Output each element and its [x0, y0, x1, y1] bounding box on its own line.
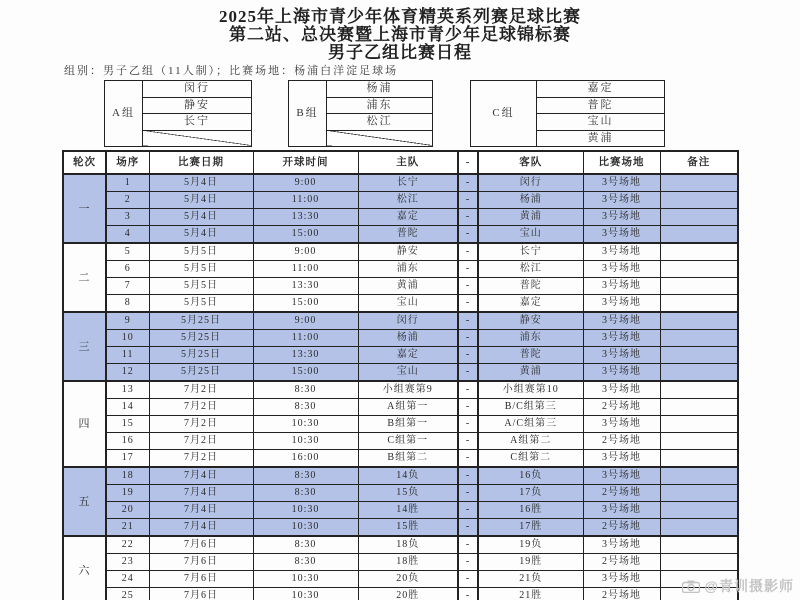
cell-away: 普陀: [478, 278, 583, 295]
group-team-name: 长宁: [143, 114, 252, 131]
cell-venue: 2号场地: [583, 554, 660, 571]
cell-venue: 3号场地: [583, 243, 660, 261]
cell-date: 5月5日: [149, 295, 253, 313]
schedule-row: [63, 347, 738, 364]
cell-vs: -: [458, 450, 478, 468]
column-header: 轮次: [63, 151, 106, 174]
cell-time: 11:00: [253, 330, 358, 347]
cell-venue: 2号场地: [583, 433, 660, 450]
cell-venue: 3号场地: [583, 295, 660, 313]
cell-vs: -: [458, 347, 478, 364]
cell-no: 5: [106, 243, 149, 261]
cell-away: 17胜: [478, 519, 583, 537]
group-team-name: 嘉定: [537, 81, 665, 98]
cell-away: 21负: [478, 571, 583, 588]
cell-no: 12: [106, 364, 149, 382]
cell-note: [660, 278, 738, 295]
group-table-2: [288, 80, 433, 147]
cell-home: 闵行: [358, 312, 458, 330]
group-team-name: 杨浦: [327, 81, 433, 98]
schedule-body: [63, 174, 738, 600]
cell-venue: 3号场地: [583, 536, 660, 554]
cell-time: 10:30: [253, 571, 358, 588]
group-table-3: [470, 80, 665, 147]
cell-note: [660, 312, 738, 330]
round-label: 六: [63, 536, 106, 600]
cell-venue: 2号场地: [583, 588, 660, 600]
cell-home: 18负: [358, 536, 458, 554]
cell-note: [660, 209, 738, 226]
cell-date: 7月2日: [149, 399, 253, 416]
cell-away: 嘉定: [478, 295, 583, 313]
cell-note: [660, 364, 738, 382]
cell-away: A/C组第三: [478, 416, 583, 433]
cell-home: 嘉定: [358, 209, 458, 226]
cell-date: 7月4日: [149, 467, 253, 485]
cell-venue: 3号场地: [583, 278, 660, 295]
cell-time: 13:30: [253, 347, 358, 364]
schedule-row: [63, 330, 738, 347]
cell-time: 13:30: [253, 278, 358, 295]
cell-away: 19负: [478, 536, 583, 554]
cell-away: 17负: [478, 485, 583, 502]
cell-vs: -: [458, 571, 478, 588]
cell-home: 杨浦: [358, 330, 458, 347]
column-header: 比赛场地: [583, 151, 660, 174]
page-subtitle: 第二站、总决赛暨上海市青少年足球锦标赛: [229, 25, 571, 44]
cell-date: 7月4日: [149, 502, 253, 519]
cell-no: 14: [106, 399, 149, 416]
group-label: C组: [471, 81, 537, 147]
schedule-row: [63, 226, 738, 244]
cell-vs: -: [458, 502, 478, 519]
meta-line: 组别：男子乙组（11人制）；比赛场地：杨浦白洋淀足球场: [64, 65, 399, 77]
cell-date: 7月2日: [149, 433, 253, 450]
schedule-row: [63, 261, 738, 278]
cell-venue: 3号场地: [583, 192, 660, 209]
cell-no: 20: [106, 502, 149, 519]
cell-away: A组第二: [478, 433, 583, 450]
cell-vs: -: [458, 588, 478, 600]
cell-away: 浦东: [478, 330, 583, 347]
cell-vs: -: [458, 312, 478, 330]
cell-away: 长宁: [478, 243, 583, 261]
cell-date: 5月25日: [149, 364, 253, 382]
cell-time: 8:30: [253, 467, 358, 485]
cell-date: 5月4日: [149, 209, 253, 226]
cell-venue: 3号场地: [583, 571, 660, 588]
cell-note: [660, 399, 738, 416]
schedule-row: [63, 554, 738, 571]
cell-time: 8:30: [253, 381, 358, 399]
cell-date: 7月6日: [149, 536, 253, 554]
cell-vs: -: [458, 536, 478, 554]
cell-no: 2: [106, 192, 149, 209]
cell-vs: -: [458, 416, 478, 433]
cell-venue: 3号场地: [583, 364, 660, 382]
cell-note: [660, 226, 738, 244]
cell-venue: 3号场地: [583, 226, 660, 244]
cell-vs: -: [458, 399, 478, 416]
column-header: 开球时间: [253, 151, 358, 174]
cell-time: 8:30: [253, 485, 358, 502]
column-header: 场序: [106, 151, 149, 174]
schedule-row: [63, 536, 738, 554]
page-title-line3: 男子乙组比赛日程: [328, 43, 472, 62]
cell-date: 5月5日: [149, 261, 253, 278]
cell-time: 13:30: [253, 209, 358, 226]
cell-no: 22: [106, 536, 149, 554]
cell-no: 18: [106, 467, 149, 485]
cell-date: 5月5日: [149, 243, 253, 261]
cell-away: 松江: [478, 261, 583, 278]
cell-time: 9:00: [253, 174, 358, 192]
cell-no: 24: [106, 571, 149, 588]
schedule-table: [62, 150, 739, 600]
round-label: 四: [63, 381, 106, 467]
schedule-row: [63, 192, 738, 209]
cell-home: 长宁: [358, 174, 458, 192]
schedule-row: [63, 278, 738, 295]
camera-icon: [682, 580, 700, 593]
cell-note: [660, 381, 738, 399]
schedule-row: [63, 295, 738, 313]
cell-no: 21: [106, 519, 149, 537]
cell-note: [660, 519, 738, 537]
cell-away: 16胜: [478, 502, 583, 519]
cell-time: 8:30: [253, 554, 358, 571]
group-empty-diagonal-cell: [143, 130, 252, 147]
cell-away: 21胜: [478, 588, 583, 600]
cell-time: 8:30: [253, 536, 358, 554]
cell-venue: 3号场地: [583, 450, 660, 468]
cell-vs: -: [458, 278, 478, 295]
cell-vs: -: [458, 209, 478, 226]
cell-away: 闵行: [478, 174, 583, 192]
schedule-row: [63, 467, 738, 485]
cell-home: 20负: [358, 571, 458, 588]
cell-away: 黄浦: [478, 209, 583, 226]
cell-no: 16: [106, 433, 149, 450]
cell-date: 7月2日: [149, 416, 253, 433]
cell-away: C组第二: [478, 450, 583, 468]
schedule-row: [63, 571, 738, 588]
cell-venue: 2号场地: [583, 399, 660, 416]
cell-vs: -: [458, 226, 478, 244]
cell-date: 5月25日: [149, 347, 253, 364]
cell-vs: -: [458, 174, 478, 192]
cell-time: 9:00: [253, 243, 358, 261]
cell-note: [660, 243, 738, 261]
cell-home: 静安: [358, 243, 458, 261]
cell-time: 10:30: [253, 433, 358, 450]
cell-date: 7月2日: [149, 381, 253, 399]
cell-home: 14负: [358, 467, 458, 485]
cell-home: B组第二: [358, 450, 458, 468]
cell-date: 5月25日: [149, 330, 253, 347]
cell-note: [660, 295, 738, 313]
cell-no: 6: [106, 261, 149, 278]
schedule-row: [63, 209, 738, 226]
cell-date: 5月4日: [149, 226, 253, 244]
schedule-row: [63, 485, 738, 502]
cell-vs: -: [458, 261, 478, 278]
cell-venue: 3号场地: [583, 502, 660, 519]
cell-date: 5月25日: [149, 312, 253, 330]
round-label: 五: [63, 467, 106, 536]
group-team-name: 浦东: [327, 97, 433, 114]
cell-time: 15:00: [253, 364, 358, 382]
cell-home: 20胜: [358, 588, 458, 600]
cell-vs: -: [458, 485, 478, 502]
cell-venue: 3号场地: [583, 347, 660, 364]
round-label: 三: [63, 312, 106, 381]
page-title: 2025年上海市青少年体育精英系列赛足球比赛: [219, 7, 581, 26]
cell-time: 15:00: [253, 226, 358, 244]
cell-no: 7: [106, 278, 149, 295]
schedule-row: [63, 399, 738, 416]
cell-vs: -: [458, 519, 478, 537]
cell-note: [660, 261, 738, 278]
cell-home: 18胜: [358, 554, 458, 571]
cell-away: 黄浦: [478, 364, 583, 382]
cell-note: [660, 347, 738, 364]
cell-venue: 2号场地: [583, 485, 660, 502]
schedule-header: [63, 151, 738, 174]
cell-away: 普陀: [478, 347, 583, 364]
cell-home: 15负: [358, 485, 458, 502]
cell-home: A组第一: [358, 399, 458, 416]
cell-venue: 3号场地: [583, 261, 660, 278]
cell-note: [660, 485, 738, 502]
schedule-row: [63, 433, 738, 450]
cell-away: 宝山: [478, 226, 583, 244]
cell-home: 普陀: [358, 226, 458, 244]
cell-date: 5月4日: [149, 174, 253, 192]
cell-away: B/C组第三: [478, 399, 583, 416]
cell-date: 7月4日: [149, 519, 253, 537]
cell-vs: -: [458, 192, 478, 209]
cell-time: 8:30: [253, 399, 358, 416]
cell-time: 10:30: [253, 502, 358, 519]
group-team-name: 普陀: [537, 97, 665, 114]
cell-no: 15: [106, 416, 149, 433]
cell-vs: -: [458, 381, 478, 399]
cell-time: 10:30: [253, 588, 358, 600]
cell-away: 静安: [478, 312, 583, 330]
cell-note: [660, 467, 738, 485]
cell-time: 9:00: [253, 312, 358, 330]
cell-vs: -: [458, 330, 478, 347]
cell-no: 19: [106, 485, 149, 502]
cell-venue: 3号场地: [583, 330, 660, 347]
cell-date: 7月6日: [149, 554, 253, 571]
cell-note: [660, 416, 738, 433]
cell-home: 宝山: [358, 364, 458, 382]
schedule-row: [63, 364, 738, 382]
cell-home: C组第一: [358, 433, 458, 450]
cell-venue: 3号场地: [583, 467, 660, 485]
cell-no: 11: [106, 347, 149, 364]
schedule-row: [63, 416, 738, 433]
cell-date: 5月4日: [149, 192, 253, 209]
cell-no: 1: [106, 174, 149, 192]
schedule-row: [63, 312, 738, 330]
cell-venue: 2号场地: [583, 519, 660, 537]
group-label: B组: [289, 81, 327, 147]
cell-no: 10: [106, 330, 149, 347]
cell-no: 8: [106, 295, 149, 313]
cell-note: [660, 192, 738, 209]
round-label: 二: [63, 243, 106, 312]
cell-note: [660, 433, 738, 450]
column-header: 主队: [358, 151, 458, 174]
column-header: 备注: [660, 151, 738, 174]
cell-note: [660, 502, 738, 519]
cell-time: 11:00: [253, 192, 358, 209]
cell-no: 17: [106, 450, 149, 468]
cell-time: 15:00: [253, 295, 358, 313]
cell-vs: -: [458, 243, 478, 261]
group-label: A组: [105, 81, 143, 147]
schedule-row: [63, 174, 738, 192]
schedule-row: [63, 381, 738, 399]
cell-date: 7月6日: [149, 588, 253, 600]
group-table-1: [104, 80, 252, 147]
cell-home: 小组赛第9: [358, 381, 458, 399]
schedule-row: [63, 588, 738, 600]
cell-venue: 3号场地: [583, 312, 660, 330]
cell-note: [660, 174, 738, 192]
group-team-name: 松江: [327, 114, 433, 131]
cell-time: 16:00: [253, 450, 358, 468]
cell-home: 15胜: [358, 519, 458, 537]
cell-home: 黄浦: [358, 278, 458, 295]
cell-note: [660, 330, 738, 347]
cell-time: 10:30: [253, 519, 358, 537]
cell-away: 19胜: [478, 554, 583, 571]
cell-venue: 3号场地: [583, 416, 660, 433]
schedule-row: [63, 519, 738, 537]
group-team-name: 静安: [143, 97, 252, 114]
column-header: 客队: [478, 151, 583, 174]
group-team-name: 宝山: [537, 114, 665, 131]
cell-date: 7月6日: [149, 571, 253, 588]
cell-time: 10:30: [253, 416, 358, 433]
cell-vs: -: [458, 295, 478, 313]
cell-vs: -: [458, 364, 478, 382]
cell-no: 9: [106, 312, 149, 330]
cell-away: 小组赛第10: [478, 381, 583, 399]
cell-note: [660, 554, 738, 571]
cell-home: 宝山: [358, 295, 458, 313]
cell-no: 13: [106, 381, 149, 399]
cell-venue: 3号场地: [583, 209, 660, 226]
cell-no: 25: [106, 588, 149, 600]
cell-home: 14胜: [358, 502, 458, 519]
group-team-name: 黄浦: [537, 130, 665, 147]
cell-date: 7月2日: [149, 450, 253, 468]
cell-no: 23: [106, 554, 149, 571]
cell-no: 4: [106, 226, 149, 244]
cell-home: B组第一: [358, 416, 458, 433]
cell-note: [660, 536, 738, 554]
column-header: 比赛日期: [149, 151, 253, 174]
cell-vs: -: [458, 554, 478, 571]
cell-date: 5月5日: [149, 278, 253, 295]
cell-date: 7月4日: [149, 485, 253, 502]
cell-time: 11:00: [253, 261, 358, 278]
cell-note: [660, 450, 738, 468]
schedule-row: [63, 450, 738, 468]
schedule-row: [63, 243, 738, 261]
cell-vs: -: [458, 467, 478, 485]
cell-home: 嘉定: [358, 347, 458, 364]
group-team-name: 闵行: [143, 81, 252, 98]
schedule-row: [63, 502, 738, 519]
cell-venue: 3号场地: [583, 381, 660, 399]
column-header: -: [458, 151, 478, 174]
cell-away: 杨浦: [478, 192, 583, 209]
group-empty-diagonal-cell: [327, 130, 433, 147]
round-label: 一: [63, 174, 106, 243]
cell-home: 松江: [358, 192, 458, 209]
cell-home: 浦东: [358, 261, 458, 278]
cell-away: 16负: [478, 467, 583, 485]
watermark: [682, 576, 794, 596]
cell-no: 3: [106, 209, 149, 226]
cell-venue: 3号场地: [583, 174, 660, 192]
cell-vs: -: [458, 433, 478, 450]
watermark-text: @青训摄影师: [704, 578, 794, 594]
